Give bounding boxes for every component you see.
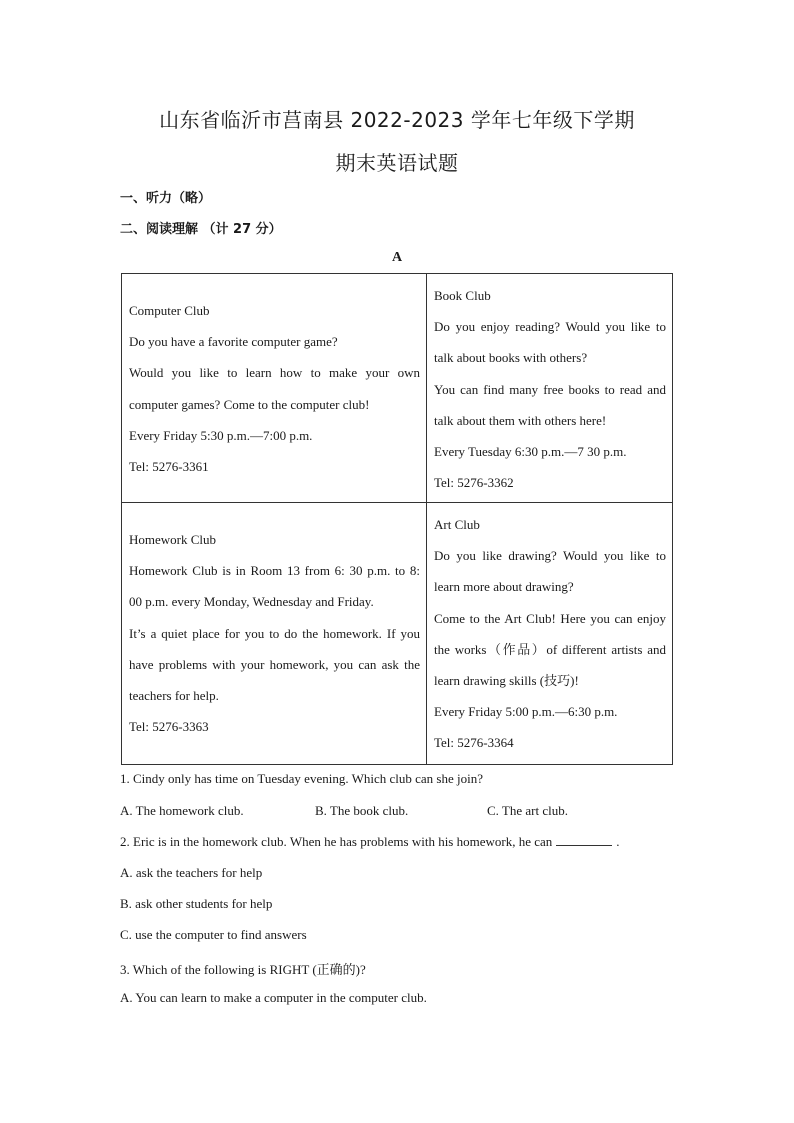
book-club-text-2: You can find many free books to read and talk about them with others here! bbox=[434, 381, 666, 428]
homework-club-name: Homework Club bbox=[129, 532, 217, 547]
book-club-name: Book Club bbox=[434, 288, 491, 303]
question-3-stem: 3. Which of the following is RIGHT (正确的)? bbox=[120, 962, 366, 977]
homework-club-cell bbox=[122, 503, 427, 765]
question-2-option-b: B. ask other students for help bbox=[120, 896, 273, 911]
question-1-stem: 1. Cindy only has time on Tuesday evening. Which club can she join? bbox=[120, 771, 483, 786]
book-club-text-1: Do you enjoy reading? Would you like to talk about books with others? bbox=[434, 319, 666, 366]
art-club-text-2: Come to the Art Club! Here you can enjoy the works（作品）of different artists and learn drawing skills (技巧)! bbox=[434, 610, 666, 689]
art-club-text-1: Do you like drawing? Would you like to learn more about drawing? bbox=[434, 548, 666, 595]
answer-blank bbox=[556, 835, 612, 846]
computer-club-text-1: Do you have a favorite computer game? bbox=[129, 334, 338, 350]
question-1-option-a: A. The homework club. bbox=[120, 803, 244, 818]
homework-club-text-2: It’s a quiet place for you to do the homework. If you have problems with your homework, you can ask the teachers for help. bbox=[129, 625, 420, 704]
homework-club-tel: Tel: 5276-3363 bbox=[129, 719, 209, 735]
book-club-time: Every Tuesday 6:30 p.m.—7 30 p.m. bbox=[434, 444, 627, 460]
art-club-name: Art Club bbox=[434, 517, 480, 532]
question-2-option-a: A. ask the teachers for help bbox=[120, 865, 263, 880]
question-3-option-a: A. You can learn to make a computer in the computer club. bbox=[120, 990, 427, 1005]
question-2-stem-end: . bbox=[616, 834, 620, 849]
section-listening-heading: 一、听力（略） bbox=[120, 191, 212, 206]
art-club-cell bbox=[427, 503, 673, 765]
question-2-stem-text: 2. Eric is in the homework club. When he has problems with his homework, he can bbox=[120, 834, 553, 849]
question-1-option-b: B. The book club. bbox=[315, 803, 409, 818]
homework-club-text-1: Homework Club is in Room 13 from 6: 30 p.m. to 8: 00 p.m. every Monday, Wednesday and Friday. bbox=[129, 563, 420, 610]
art-club-tel: Tel: 5276-3364 bbox=[434, 735, 514, 751]
document-title-line1: 山东省临沂市莒南县 2022-2023 学年七年级下学期 bbox=[159, 108, 635, 132]
passage-label: A bbox=[391, 250, 403, 265]
computer-club-time: Every Friday 5:30 p.m.—7:00 p.m. bbox=[129, 427, 313, 443]
question-1-option-c: C. The art club. bbox=[487, 803, 568, 818]
question-2-stem bbox=[120, 834, 620, 850]
book-club-tel: Tel: 5276-3362 bbox=[434, 475, 514, 491]
computer-club-text-2: Would you like to learn how to make your own computer games? Come to the computer club! bbox=[129, 365, 420, 412]
document-title-line2: 期末英语试题 bbox=[335, 151, 459, 175]
computer-club-name: Computer Club bbox=[129, 303, 210, 318]
book-club-cell bbox=[427, 274, 673, 503]
computer-club-cell bbox=[122, 274, 427, 503]
club-table bbox=[121, 273, 673, 765]
computer-club-tel: Tel: 5276-3361 bbox=[129, 459, 209, 475]
section-reading-heading: 二、阅读理解 （计 27 分） bbox=[120, 222, 282, 237]
question-2-option-c: C. use the computer to find answers bbox=[120, 927, 307, 942]
art-club-time: Every Friday 5:00 p.m.—6:30 p.m. bbox=[434, 704, 618, 720]
